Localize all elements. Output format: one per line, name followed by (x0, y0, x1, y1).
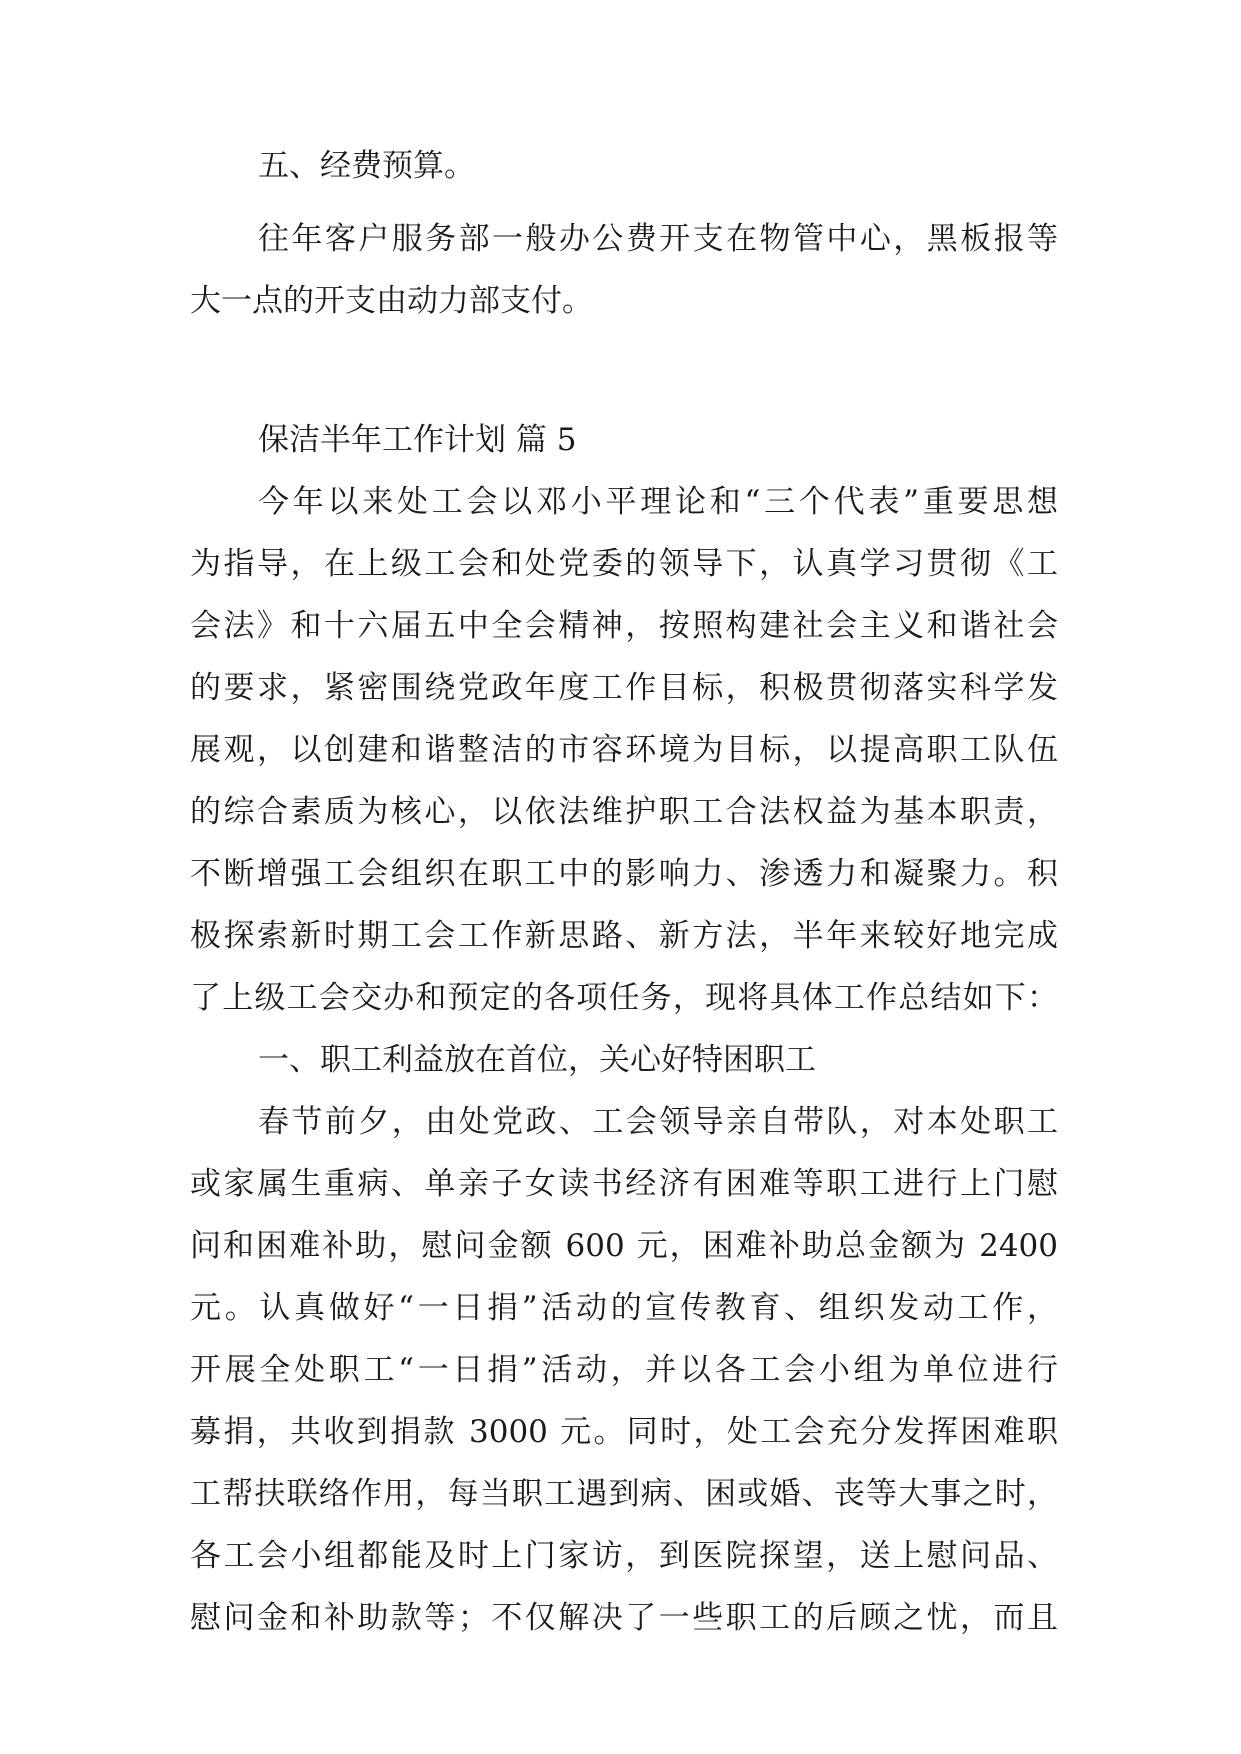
paragraph-line: 的要求，紧密围绕党政年度工作目标，积极贯彻落实科学发 (190, 670, 1058, 706)
paragraph-line: 为指导，在上级工会和处党委的领导下，认真学习贯彻《工 (190, 546, 1058, 582)
paragraph-line: 不断增强工会组织在职工中的影响力、渗透力和凝聚力。积 (190, 856, 1058, 892)
article-title: 保洁半年工作计划 篇 5 (258, 422, 577, 458)
paragraph-line: 元。认真做好“一日捐”活动的宣传教育、组织发动工作， (190, 1290, 1058, 1326)
paragraph-line: 的综合素质为核心，以依法维护职工合法权益为基本职责， (190, 794, 1058, 830)
paragraph-line: 往年客户服务部一般办公费开支在物管中心，黑板报等 (258, 221, 1058, 257)
paragraph-line: 慰问金和补助款等；不仅解决了一些职工的后顾之忧，而且 (190, 1600, 1058, 1636)
paragraph-line: 或家属生重病、单亲子女读书经济有困难等职工进行上门慰 (190, 1166, 1058, 1202)
paragraph-line: 春节前夕，由处党政、工会领导亲自带队，对本处职工 (258, 1104, 1058, 1140)
paragraph-line: 极探索新时期工会工作新思路、新方法，半年来较好地完成 (190, 918, 1058, 954)
paragraph-line: 问和困难补助，慰问金额 600 元，困难补助总金额为 2400 (190, 1228, 1058, 1264)
paragraph-line: 工帮扶联络作用，每当职工遇到病、困或婚、丧等大事之时， (190, 1476, 1058, 1512)
paragraph-line: 各工会小组都能及时上门家访，到医院探望，送上慰问品、 (190, 1538, 1058, 1574)
section-heading-employee-interests: 一、职工利益放在首位，关心好特困职工 (258, 1042, 816, 1078)
paragraph-line: 开展全处职工“一日捐”活动，并以各工会小组为单位进行 (190, 1352, 1058, 1388)
paragraph-line: 展观，以创建和谐整洁的市容环境为目标，以提高职工队伍 (190, 732, 1058, 768)
paragraph-line: 今年以来处工会以邓小平理论和“三个代表”重要思想 (258, 484, 1058, 520)
paragraph-line: 了上级工会交办和预定的各项任务，现将具体工作总结如下： (190, 980, 1058, 1016)
section-heading-budget: 五、经费预算。 (258, 148, 475, 184)
paragraph-line: 会法》和十六届五中全会精神，按照构建社会主义和谐社会 (190, 608, 1058, 644)
paragraph-line: 募捐，共收到捐款 3000 元。同时，处工会充分发挥困难职 (190, 1414, 1058, 1450)
paragraph-line: 大一点的开支由动力部支付。 (190, 283, 593, 319)
